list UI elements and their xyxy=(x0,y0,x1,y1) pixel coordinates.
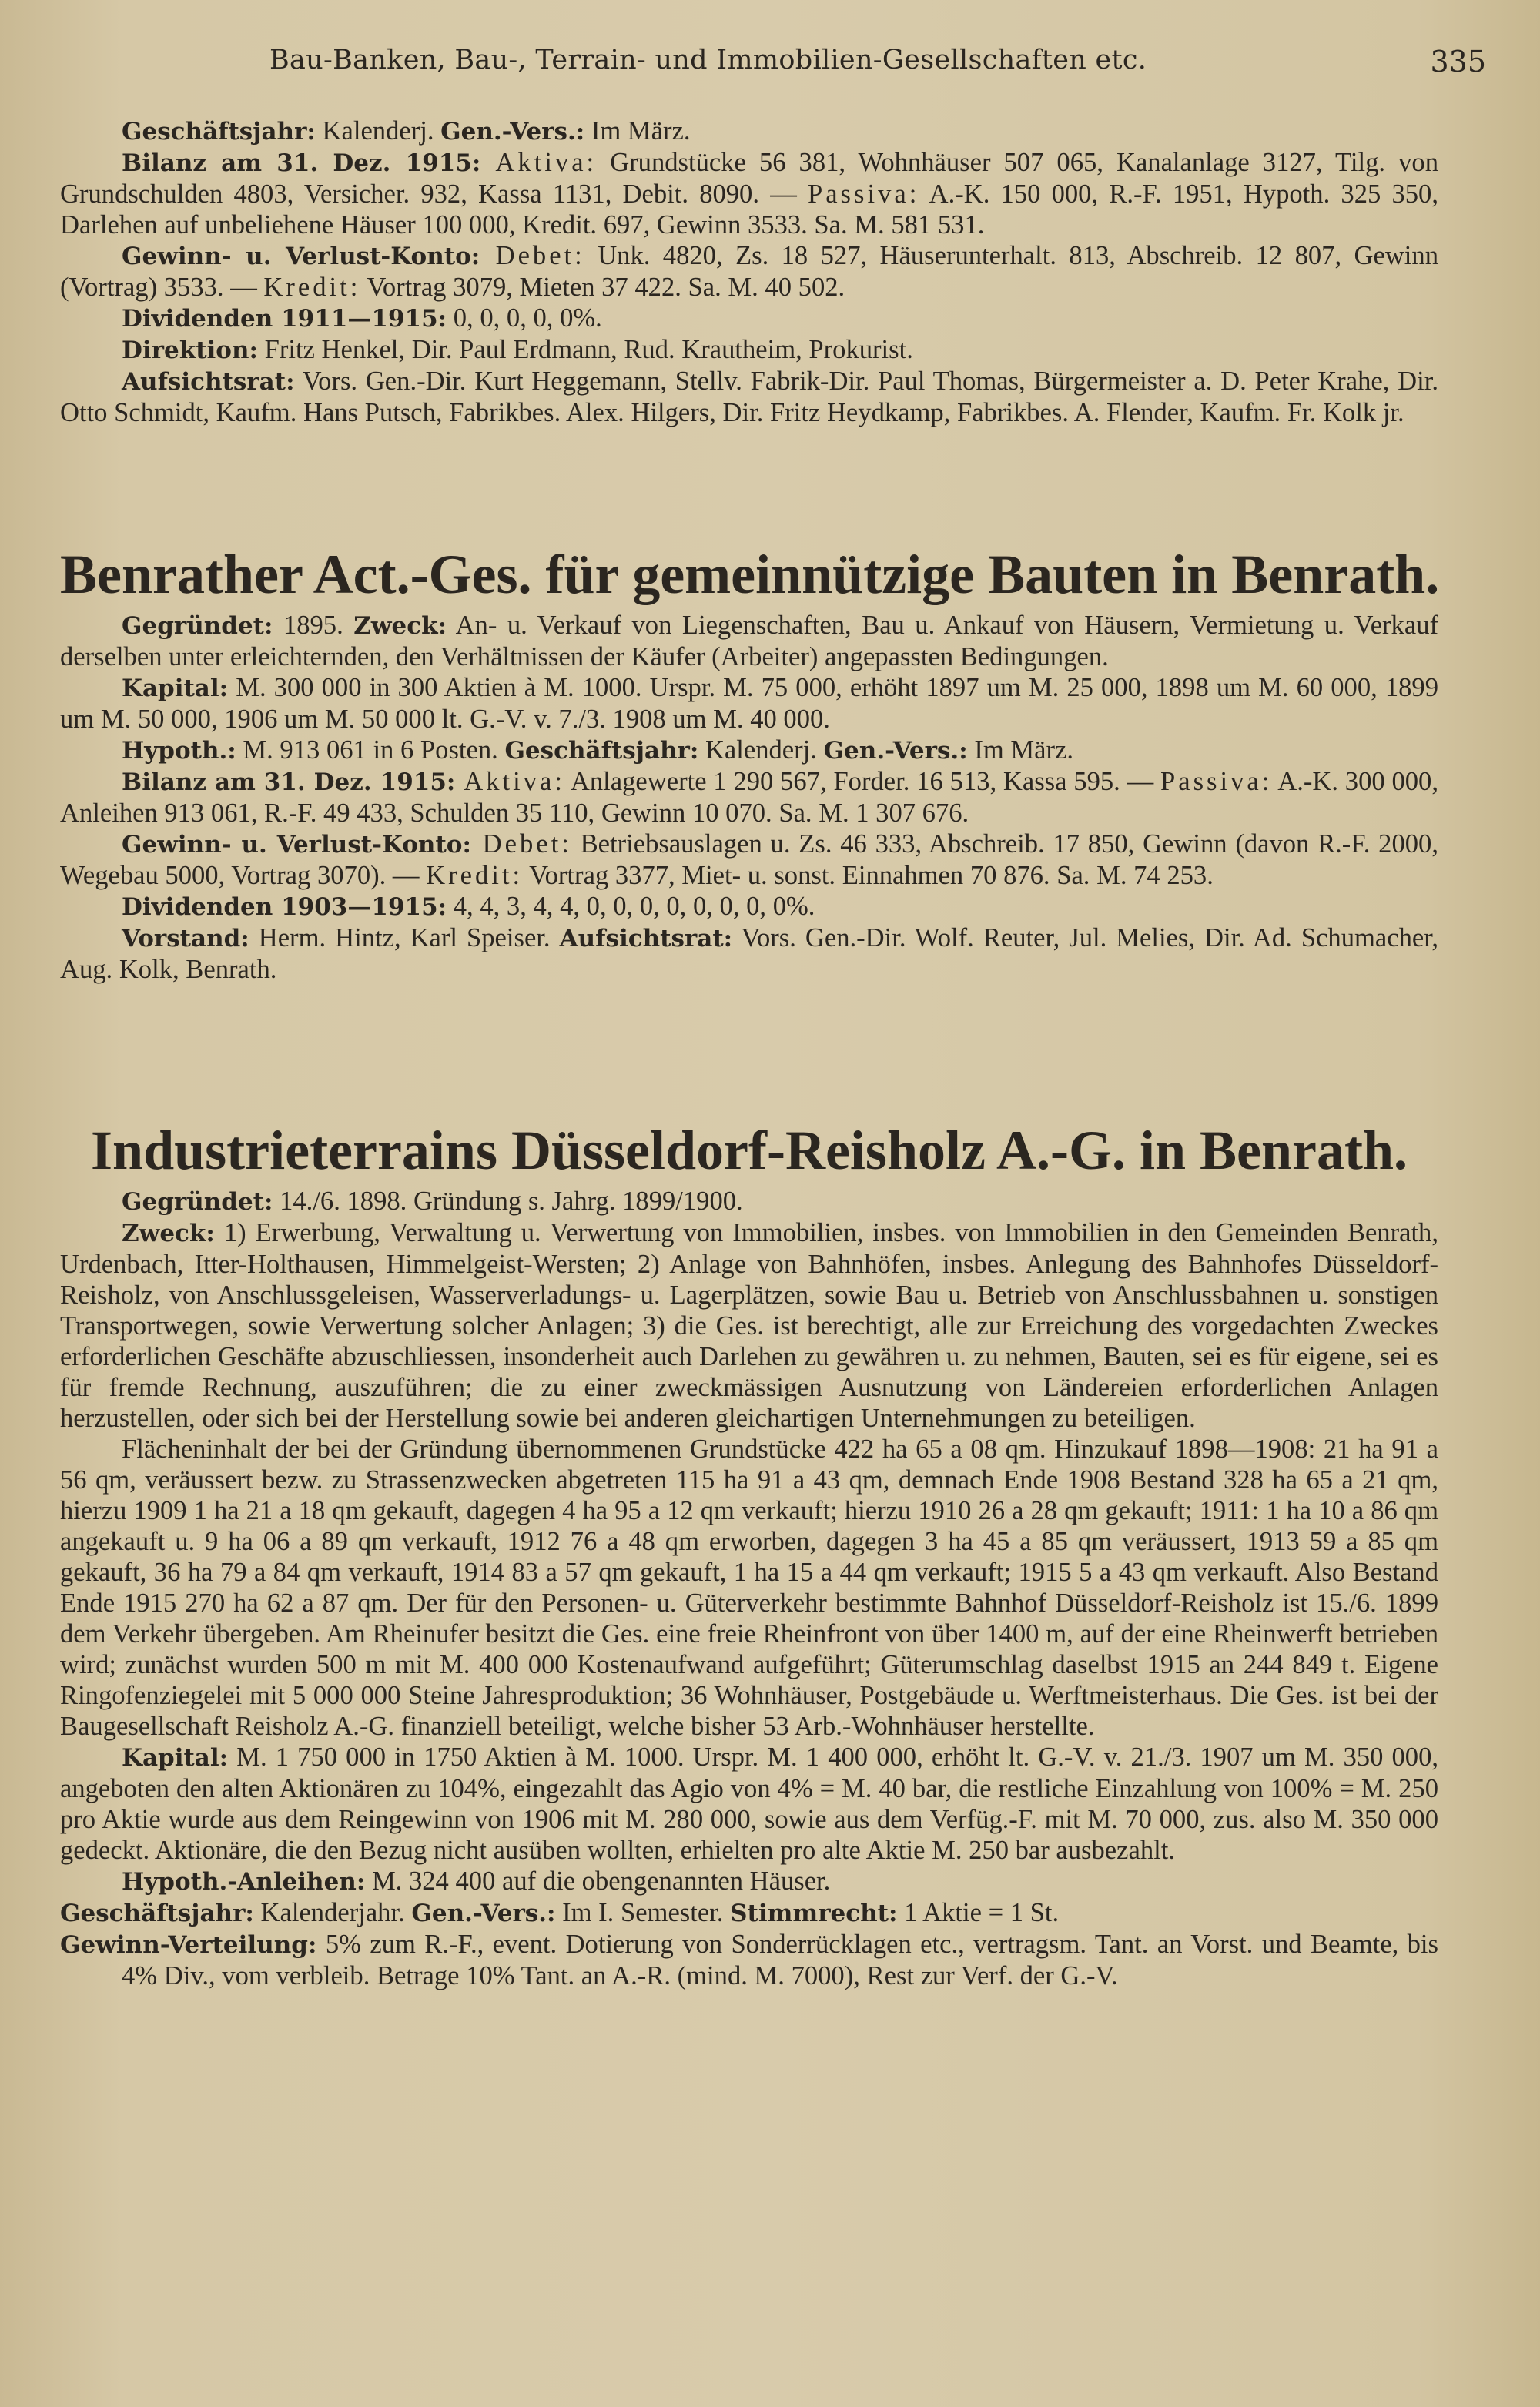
land-area-paragraph: Flächeninhalt der bei der Gründung übernommenen Grundstücke 422 ha 65 a 08 qm. Hinzukauf 1898—1908: 21 ha 91 a 56 qm, veräussert bezw. zu Strassenzwecken abgetreten 115 ha 91 a 43 qm, demnach Ende 1908 Bestand 328 ha 65 a 21 qm, hierzu 1909 1 ha 21 a 18 qm gekauft, dagegen 4 ha 95 a 12 qm verkauft; hierzu 1910 26 a 28 qm gekauft; 1911: 1 ha 10 a 86 qm angekauft u. 9 ha 06 a 89 qm verkauft, 1912 76 a 48 qm erworben, dagegen 3 ha 45 a 85 qm veräussert, 1913 59 a 85 qm gekauft, 36 ha 79 a 84 qm verkauft, 1914 83 a 57 qm gekauft, 1 ha 15 a 44 qm verkauft; 1915 5 a 43 qm verkauft. Also Bestand Ende 1915 270 ha 62 a 87 qm. Der für den Personen- u. Güterverkehr bestimmte Bahnhof Düsseldorf-Reisholz ist 15./6. 1899 dem Verkehr übergeben. Am Rheinufer besitzt die Ges. eine freie Rheinfront von über 1400 m, auf der eine Rheinwerft betrieben wird; zunächst wurden 500 m mit M. 400 000 Kostenaufwand aufgeführt; Güterumschlag daselbst 1915 an 244 849 t. Eigene Ringofenziegelei mit 5 000 000 Steine Jahresproduktion; 36 Wohnhäuser, Postgebäude u. Werftmeisterhaus. Die Ges. ist bei der Baugesellschaft Reisholz A.-G. finanziell beteiligt, welche bisher 53 Arb.-Wohnhäuser herstellte. xyxy=(60,1434,1438,1741)
fiscal-year-line: Geschäftsjahr: Kalenderjahr. Gen.-Vers.: Im I. Semester. Stimmrecht: 1 Aktie = 1 St. xyxy=(60,1898,1060,1927)
profit-loss-paragraph: Gewinn- u. Verlust-Konto: Debet: Unk. 4820, Zs. 18 527, Häuserunterhalt. 813, Abschreib. 12 807, Gewinn (Vortrag) 3533. — Kredit: Vortrag 3079, Mieten 37 422. Sa. M. 40 502. xyxy=(60,241,1438,302)
founded-purpose-paragraph: Gegründet: 1895. Zweck: An- u. Verkauf von Liegenschaften, Bau u. Ankauf von Häusern, Vermietung u. Verkauf derselben unter erleichternden, den Verhältnissen der Käufer (Arbeiter) angepassten Bedingungen. xyxy=(60,611,1438,671)
capital-paragraph: Kapital: M. 300 000 in 300 Aktien à M. 1000. Urspr. M. 75 000, erhöht 1897 um M. 25 000, 1898 um M. 60 000, 1899 um M. 50 000, 1906 um M. 50 000 lt. G.-V. v. 7./3. 1908 um M. 40 000. xyxy=(60,673,1438,734)
balance-sheet-paragraph: Bilanz am 31. Dez. 1915: Aktiva: Anlagewerte 1 290 567, Forder. 16 513, Kassa 595. — Passiva: A.-K. 300 000, Anleihen 913 061, R.-F. 49 433, Schulden 35 110, Gewinn 10 070. Sa. M. 1 307 676. xyxy=(60,767,1438,828)
founded-line: Gegründet: 14./6. 1898. Gründung s. Jahrg. 1899/1900. xyxy=(122,1187,743,1216)
company-title-industrieterrains: Industrieterrains Düsseldorf-Reisholz A.-G. in Benrath. xyxy=(91,1120,1408,1181)
dividends-line: Dividenden 1911—1915: 0, 0, 0, 0, 0%. xyxy=(122,303,602,333)
mortgage-line: Hypoth.: M. 913 061 in 6 Posten. Geschäftsjahr: Kalenderj. Gen.-Vers.: Im März. xyxy=(122,735,1073,765)
page-number: 335 xyxy=(1430,45,1486,79)
running-header xyxy=(54,45,1486,83)
company-entry-benrather xyxy=(60,610,1438,985)
board-paragraph: Vorstand: Herm. Hintz, Karl Speiser. Aufsichtsrat: Vors. Gen.-Dir. Wolf. Reuter, Jul. Melies, Dir. Ad. Schumacher, Aug. Kolk, Benrath. xyxy=(60,923,1438,984)
company-entry-industrieterrains xyxy=(60,1186,1438,1991)
profit-loss-paragraph: Gewinn- u. Verlust-Konto: Debet: Betriebsauslagen u. Zs. 46 333, Abschreib. 17 850, Gewinn (davon R.-F. 2000, Wegebau 5000, Vortrag 3070). — Kredit: Vortrag 3377, Miet- u. sonst. Einnahmen 70 876. Sa. M. 74 253. xyxy=(60,829,1438,890)
balance-sheet-paragraph: Bilanz am 31. Dez. 1915: Aktiva: Grundstücke 56 381, Wohnhäuser 507 065, Kanalanlage 3127, Tilg. von Grundschulden 4803, Versicher. 932, Kassa 1131, Debit. 8090. — Passiva: A.-K. 150 000, R.-F. 1951, Hypoth. 325 350, Darlehen auf unbeliehene Häuser 100 000, Kredit. 697, Gewinn 3533. Sa. M. 581 531. xyxy=(60,148,1438,239)
profit-distribution-paragraph: Gewinn-Verteilung: 5% zum R.-F., event. Dotierung von Sonderrücklagen etc., vertragsm. Tant. an Vorst. und Beamte, bis 4% Div., vom verbleib. Betrage 10% Tant. an A.-R. (mind. M. 7000), Rest zur Verf. der G.-V. xyxy=(60,1930,1438,1990)
fiscal-year-line: Geschäftsjahr: Kalenderj. Gen.-Vers.: Im März. xyxy=(122,116,691,146)
capital-paragraph: Kapital: M. 1 750 000 in 1750 Aktien à M. 1000. Urspr. M. 1 400 000, erhöht lt. G.-V. v. 21./3. 1907 um M. 350 000, angeboten den alten Aktionären zu 104%, eingezahlt das Agio von 4% = M. 40 bar, die restliche Einzahlung von 100% = M. 250 pro Aktie wurde aus dem Reingewinn von 1906 mit M. 280 000, sowie aus dem Verfüg.-F. mit M. 70 000, zus. also M. 350 000 gedeckt. Aktionäre, die den Bezug nicht ausüben wollten, erhielten pro alte Aktie M. 250 bar ausbezahlt. xyxy=(60,1742,1438,1865)
purpose-paragraph: Zweck: 1) Erwerbung, Verwaltung u. Verwertung von Immobilien, insbes. von Immobilien in den Gemeinden Benrath, Urdenbach, Itter-Holthausen, Himmelgeist-Wersten; 2) Anlage von Bahnhöfen, insbes. Anlegung des Bahnhofes Düsseldorf-Reisholz, von Anschlussgeleisen, Wasserverladungs- u. Lagerplätzen, sowie Bau u. Betrieb von Anschlussbahnen u. sonstigen Transportwegen, sowie Verwertung solcher Anlagen; 3) die Ges. ist berechtigt, alle zur Erreichung des vorgedachten Zweckes erforderlichen Geschäfte abzuschliessen, insonderheit auch Darlehen zu gewähren u. zu nehmen, Bauten, sei es für eigene, sei es für fremde Rechnung, auszuführen; die zu einer zweckmässigen Ausnutzung von Ländereien erforderlichen Anlagen herzustellen, oder sich bei der Herstellung sowie bei anderen gleichartigen Unternehmungen zu beteiligen. xyxy=(60,1218,1438,1433)
management-line: Direktion: Fritz Henkel, Dir. Paul Erdmann, Rud. Krautheim, Prokurist. xyxy=(122,335,913,364)
header-title: Bau-Banken, Bau-, Terrain- und Immobilien-Gesellschaften etc. xyxy=(270,45,1147,75)
supervisory-board-paragraph: Aufsichtsrat: Vors. Gen.-Dir. Kurt Heggemann, Stellv. Fabrik-Dir. Paul Thomas, Bürgermeister a. D. Peter Krahe, Dir. Otto Schmidt, Kaufm. Hans Putsch, Fabrikbes. Alex. Hilgers, Dir. Fritz Heydkamp, Fabrikbes. A. Flender, Kaufm. Fr. Kolk jr. xyxy=(60,367,1438,427)
company-title-benrather: Benrather Act.-Ges. für gemeinnützige Bauten in Benrath. xyxy=(60,544,1440,605)
dividends-line: Dividenden 1903—1915: 4, 4, 3, 4, 4, 0, 0, 0, 0, 0, 0, 0, 0%. xyxy=(122,892,815,921)
mortgage-loans-line: Hypoth.-Anleihen: M. 324 400 auf die obengenannten Häuser. xyxy=(122,1866,831,1896)
company-entry-continued xyxy=(60,115,1438,428)
